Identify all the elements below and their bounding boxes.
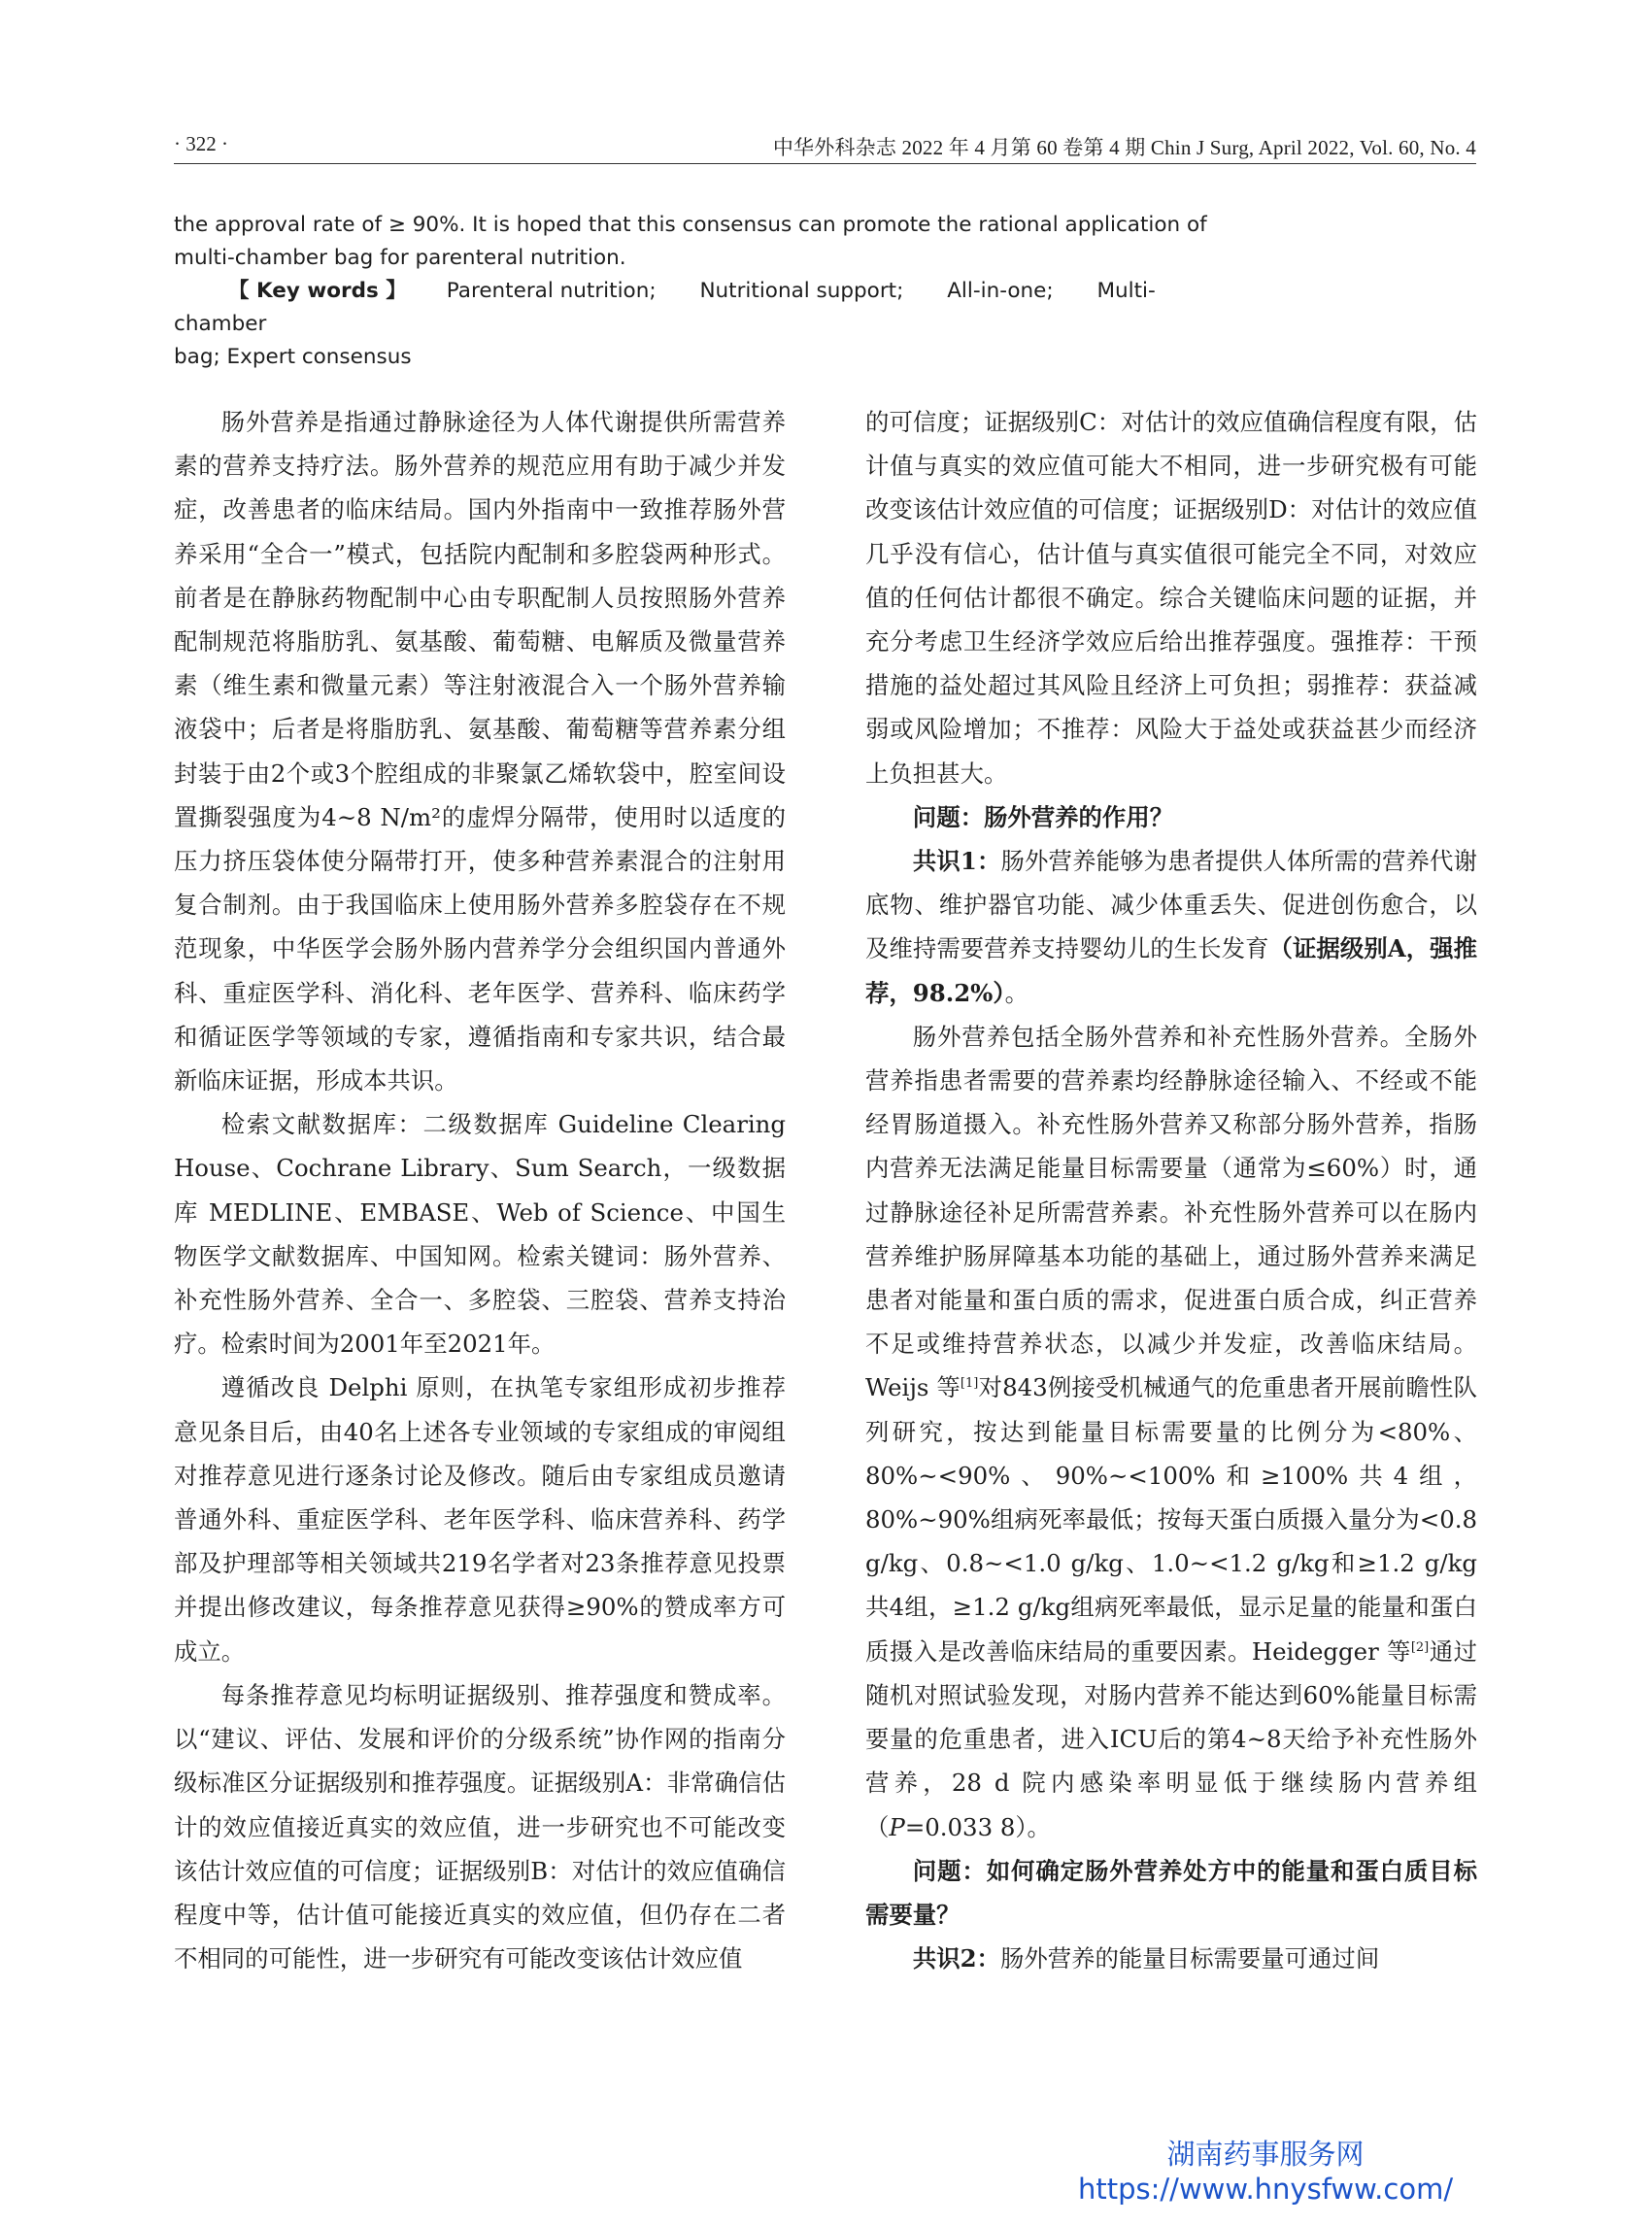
paragraph-delphi: 遵循改良 Delphi 原则，在执笔专家组形成初步推荐意见条目后，由40名上述各专业领域的专家组成的审阅组对推荐意见进行逐条讨论及修改。随后由专家组成员邀请普通外科、重症医学科、老年医学科、临床营养科、药学部及护理部等相关领域共219名学者对23条推荐意见投票并提出修改建议，每条推荐意见获得≥90%的赞成率方可成立。	[174, 1373, 786, 1666]
abstract-line: multi-chamber bag for parenteral nutrition.	[174, 246, 626, 270]
question-1: 问题：肠外营养的作用？	[912, 802, 1174, 831]
consensus-1-text: 肠外营养能够为患者提供人体所需的营养代谢底物、维护器官功能、减少体重丢失、促进创伤愈合，以及维持需要营养支持婴幼儿的生长发育	[865, 847, 1477, 963]
page-number: · 322 ·	[174, 132, 228, 155]
paragraph-intro: 肠外营养是指通过静脉途径为人体代谢提供所需营养素的营养支持疗法。肠外营养的规范应用有助于减少并发症，改善患者的临床结局。国内外指南中一致推荐肠外营养采用“全合一”模式，包括院内配制和多腔袋两种形式。前者是在静脉药物配制中心由专职配制人员按照肠外营养配制规范将脂肪乳、氨基酸、葡萄糖、电解质及微量营养素（维生素和微量元素）等注射液混合入一个肠外营养输液袋中；后者是将脂肪乳、氨基酸、葡萄糖等营养素分组封装于由2个或3个腔组成的非聚氯乙烯软袋中，腔室间设置撕裂强度为4~8 N/m²的虚焊分隔带，使用时以适度的压力挤压袋体使分隔带打开，使多种营养素混合的注射用复合制剂。由于我国临床上使用肠外营养多腔袋存在不规范现象，中华医学会肠外肠内营养学分会组织国内普通外科、重症医学科、消化科、老年医学、营养科、临床药学和循证医学等领域的专家，遵循指南和专家共识，结合最新临床证据，形成本共识。	[174, 408, 786, 1096]
keyword: Multi-chamber	[174, 279, 1156, 336]
citation-ref: [1]	[960, 1376, 979, 1392]
journal-citation: 中华外科杂志 2022 年 4 月第 60 卷第 4 期 Chin J Surg, April 2022, Vol. 60, No. 4	[772, 136, 1476, 159]
paragraph-databases: 检索文献数据库：二级数据库 Guideline Clearing House、Cochrane Library、Sum Search，一级数据库 MEDLINE、EMBASE、Web of Science、中国生物医学文献数据库、中国知网。检索关键词：肠外营养、补充性肠外营养、全合一、多腔袋、三腔袋、营养支持治疗。检索时间为2001年至2021年。	[174, 1110, 786, 1359]
consensus-2-label: 共识2：	[912, 1944, 1000, 1973]
watermark-url: https://www.hnysfww.com/	[1078, 2173, 1454, 2206]
paragraph-grading-cont: 的可信度；证据级别C：对估计的效应值确信程度有限，估计值与真实的效应值可能大不相同，进一步研究极有可能改变该估计效应值的可信度；证据级别D：对估计的效应值几乎没有信心，估计值与真实值很可能完全不同，对效应值的任何估计都很不确定。综合关键临床问题的证据，并充分考虑卫生经济学效应后给出推荐强度。强推荐：干预措施的益处超过其风险且经济上可负担；弱推荐：获益减弱或风险增加；不推荐：风险大于益处或获益甚少而经济上负担甚大。	[865, 408, 1477, 788]
site-watermark	[1078, 2137, 1453, 2207]
running-header	[174, 132, 1476, 164]
keyword: Nutritional support;	[699, 279, 904, 303]
consensus-1: 共识1：肠外营养能够为患者提供人体所需的营养代谢底物、维护器官功能、减少体重丢失、促进创伤愈合，以及维持需要营养支持婴幼儿的生长发育（证据级别A，强推荐，98.2%）。	[865, 847, 1477, 1007]
consensus-1-label: 共识1：	[912, 847, 1001, 876]
keywords-label: 【 Key words 】	[228, 279, 407, 303]
consensus-2-text: 肠外营养的能量目标需要量可通过间	[999, 1944, 1380, 1973]
citation-ref: [2]	[1410, 1639, 1430, 1655]
consensus-2	[865, 1937, 1477, 1980]
left-column	[174, 400, 786, 1980]
paragraph-grading: 每条推荐意见均标明证据级别、推荐强度和赞成率。以“建议、评估、发展和评价的分级系统”协作网的指南分级标准区分证据级别和推荐强度。证据级别A：非常确信估计的效应值接近真实的效应值，进一步研究也不可能改变该估计效应值的可信度；证据级别B：对估计的效应值确信程度中等，估计值可能接近真实的效应值，但仍存在二者不相同的可能性，进一步研究有可能改变该估计效应值	[174, 1680, 786, 1973]
keywords-continued: bag; Expert consensus	[174, 345, 412, 369]
keywords	[174, 275, 1223, 341]
right-column	[865, 400, 1477, 1980]
watermark-title: 湖南药事服务网	[1166, 2138, 1365, 2171]
consensus-1-grade: （证据级别A，强推荐，98.2%）	[865, 934, 1477, 1007]
abstract-tail	[174, 209, 1223, 374]
keyword: All-in-one;	[947, 279, 1054, 303]
abstract-line: the approval rate of ≥ 90%. It is hoped that this consensus can promote the rational application of	[174, 213, 1207, 237]
paragraph-pn-types: 肠外营养包括全肠外营养和补充性肠外营养。全肠外营养指患者需要的营养素均经静脉途径输入、不经或不能经胃肠道摄入。补充性肠外营养又称部分肠外营养，指肠内营养无法满足能量目标需要量（通常为≤60%）时，通过静脉途径补足所需营养素。补充性肠外营养可以在肠内营养维护肠屏障基本功能的基础上，通过肠外营养来满足患者对能量和蛋白质的需求，促进蛋白质合成，纠正营养不足或维持营养状态，以减少并发症，改善临床结局。Weijs 等[1]对843例接受机械通气的危重患者开展前瞻性队列研究，按达到能量目标需要量的比例分为<80%、80%~<90%、90%~<100%和≥100%共4组，80%~90%组病死率最低；按每天蛋白质摄入量分为<0.8 g/kg、0.8~<1.0 g/kg、1.0~<1.2 g/kg和≥1.2 g/kg共4组，≥1.2 g/kg组病死率最低，显示足量的能量和蛋白质摄入是改善临床结局的重要因素。Heidegger 等[2]通过随机对照试验发现，对肠内营养不能达到60%能量目标需要量的危重患者，进入ICU后的第4~8天给予补充性肠外营养，28 d 院内感染率明显低于继续肠内营养组（P=0.033 8）。	[865, 1022, 1477, 1841]
keyword: Parenteral nutrition;	[446, 279, 657, 303]
question-2: 问题：如何确定肠外营养处方中的能量和蛋白质目标需要量？	[865, 1856, 1477, 1929]
